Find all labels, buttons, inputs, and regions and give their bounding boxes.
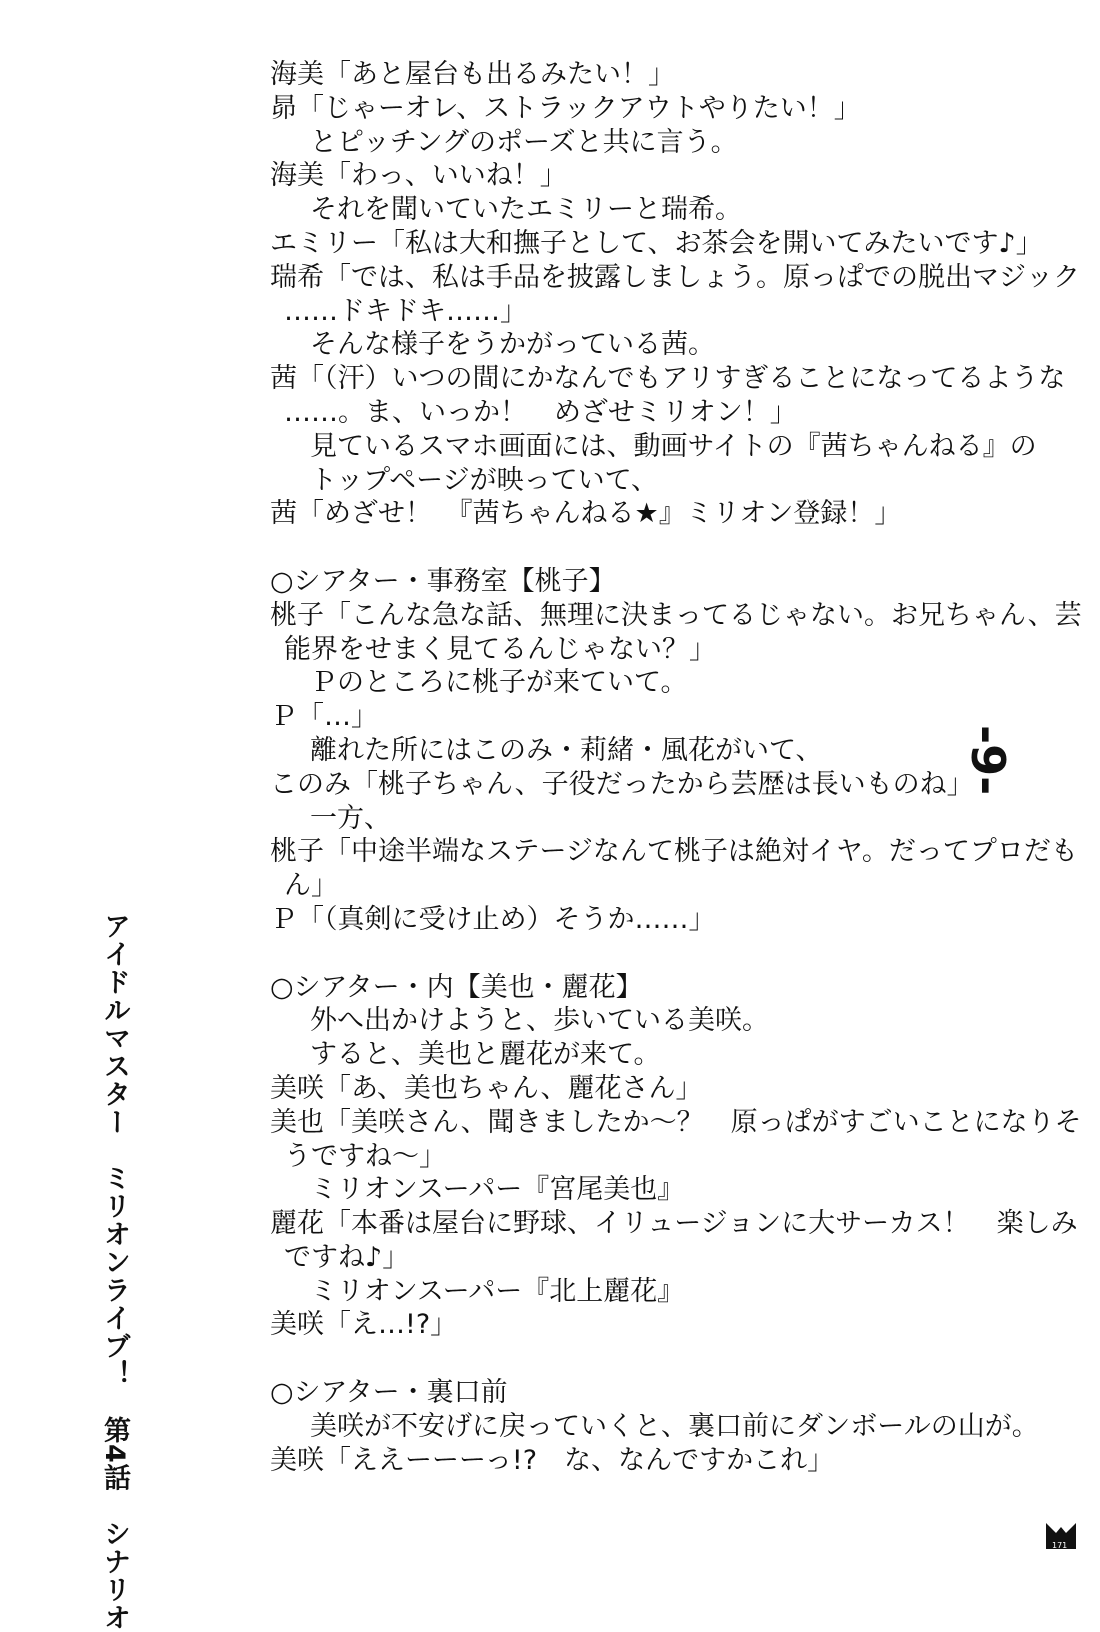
script-line: Ｐのところに桃子が来ていて。 (310, 667, 688, 699)
script-line: 美咲「ええーーーっ!? な、なんですかこれ」 (270, 1444, 835, 1476)
script-line: ○シアター・事務室【桃子】 (270, 565, 616, 597)
page-number: -9- (961, 724, 1015, 796)
blank-line (270, 531, 880, 565)
script-line: 一方、 (310, 802, 391, 834)
script-line: 茜「めざせ！ 『茜ちゃんねる★』ミリオン登録！」 (270, 498, 902, 530)
script-body (270, 58, 1082, 1477)
script-line: ん」 (284, 870, 338, 902)
script-line: とピッチングのポーズと共に言う。 (310, 126, 738, 158)
script-line: ○シアター・内【美也・麗花】 (270, 971, 643, 1003)
script-line: 離れた所にはこのみ・莉緒・風花がいて、 (310, 734, 823, 766)
script-line: 瑞希「では、私は手品を披露しましょう。原っぱでの脱出マジック (270, 261, 1080, 293)
script-line: Ｐ「（真剣に受け止め）そうか……」 (270, 903, 716, 935)
script-line: このみ「桃子ちゃん、子役だったから芸歴は長いものね」 (270, 768, 974, 800)
script-line: 桃子「こんな急な話、無理に決まってるじゃない。お兄ちゃん、芸 (270, 599, 1082, 631)
script-line: うですね～」 (284, 1140, 446, 1172)
script-line: 美咲が不安げに戻っていくと、裏口前にダンボールの山が。 (310, 1410, 1039, 1442)
script-line: そんな様子をうかがっている茜。 (310, 329, 715, 361)
script-line: トップページが映っていて、 (310, 464, 659, 496)
script-line: 見ているスマホ画面には、動画サイトの『茜ちゃんねる』の (310, 430, 1037, 462)
script-line: 美咲「あ、美也ちゃん、麗花さん」 (270, 1072, 703, 1104)
script-line: 美也「美咲さん、聞きましたか～？ 原っぱがすごいことになりそ (270, 1106, 1082, 1138)
blank-line (270, 937, 880, 971)
script-line: ですね♪」 (284, 1241, 410, 1273)
script-line: 外へ出かけようと、歩いている美咲。 (310, 1005, 769, 1037)
document-title: アイドルマスター ミリオンライブ！ 第4話 シナリオ (99, 912, 130, 1632)
script-line: ミリオンスーパー『北上麗花』 (310, 1275, 685, 1307)
script-line: 昴「じゃーオレ、ストラックアウトやりたい！」 (270, 92, 861, 124)
script-line: Ｐ「…」 (270, 701, 378, 733)
script-line: ……。ま、いっか！ めざせミリオン！」 (284, 396, 797, 428)
logo-number: 171 (1052, 1541, 1068, 1550)
script-line: ミリオンスーパー『宮尾美也』 (310, 1174, 685, 1206)
script-line: すると、美也と麗花が来て。 (310, 1039, 661, 1071)
script-line: 茜「（汗）いつの間にかなんでもアリすぎることになってるような (270, 363, 1066, 395)
script-line: 麗花「本番は屋台に野球、イリュージョンに大サーカス！ 楽しみ (270, 1208, 1078, 1240)
blank-line (270, 1342, 880, 1376)
script-line: 能界をせまく見てるんじゃない？」 (284, 633, 716, 665)
script-line: ○シアター・裏口前 (270, 1377, 508, 1409)
script-line: エミリー「私は大和撫子として、お茶会を開いてみたいです♪」 (270, 227, 1043, 259)
script-line: 海美「わっ、いいね！」 (270, 160, 567, 192)
script-line: それを聞いていたエミリーと瑞希。 (310, 194, 742, 226)
script-line: 美咲「え…!?」 (270, 1309, 458, 1341)
script-line: ……ドキドキ……」 (284, 295, 527, 327)
script-line: 海美「あと屋台も出るみたい！」 (270, 59, 675, 90)
script-line: 桃子「中途半端なステージなんて桃子は絶対イヤ。だってプロだも (270, 836, 1078, 868)
